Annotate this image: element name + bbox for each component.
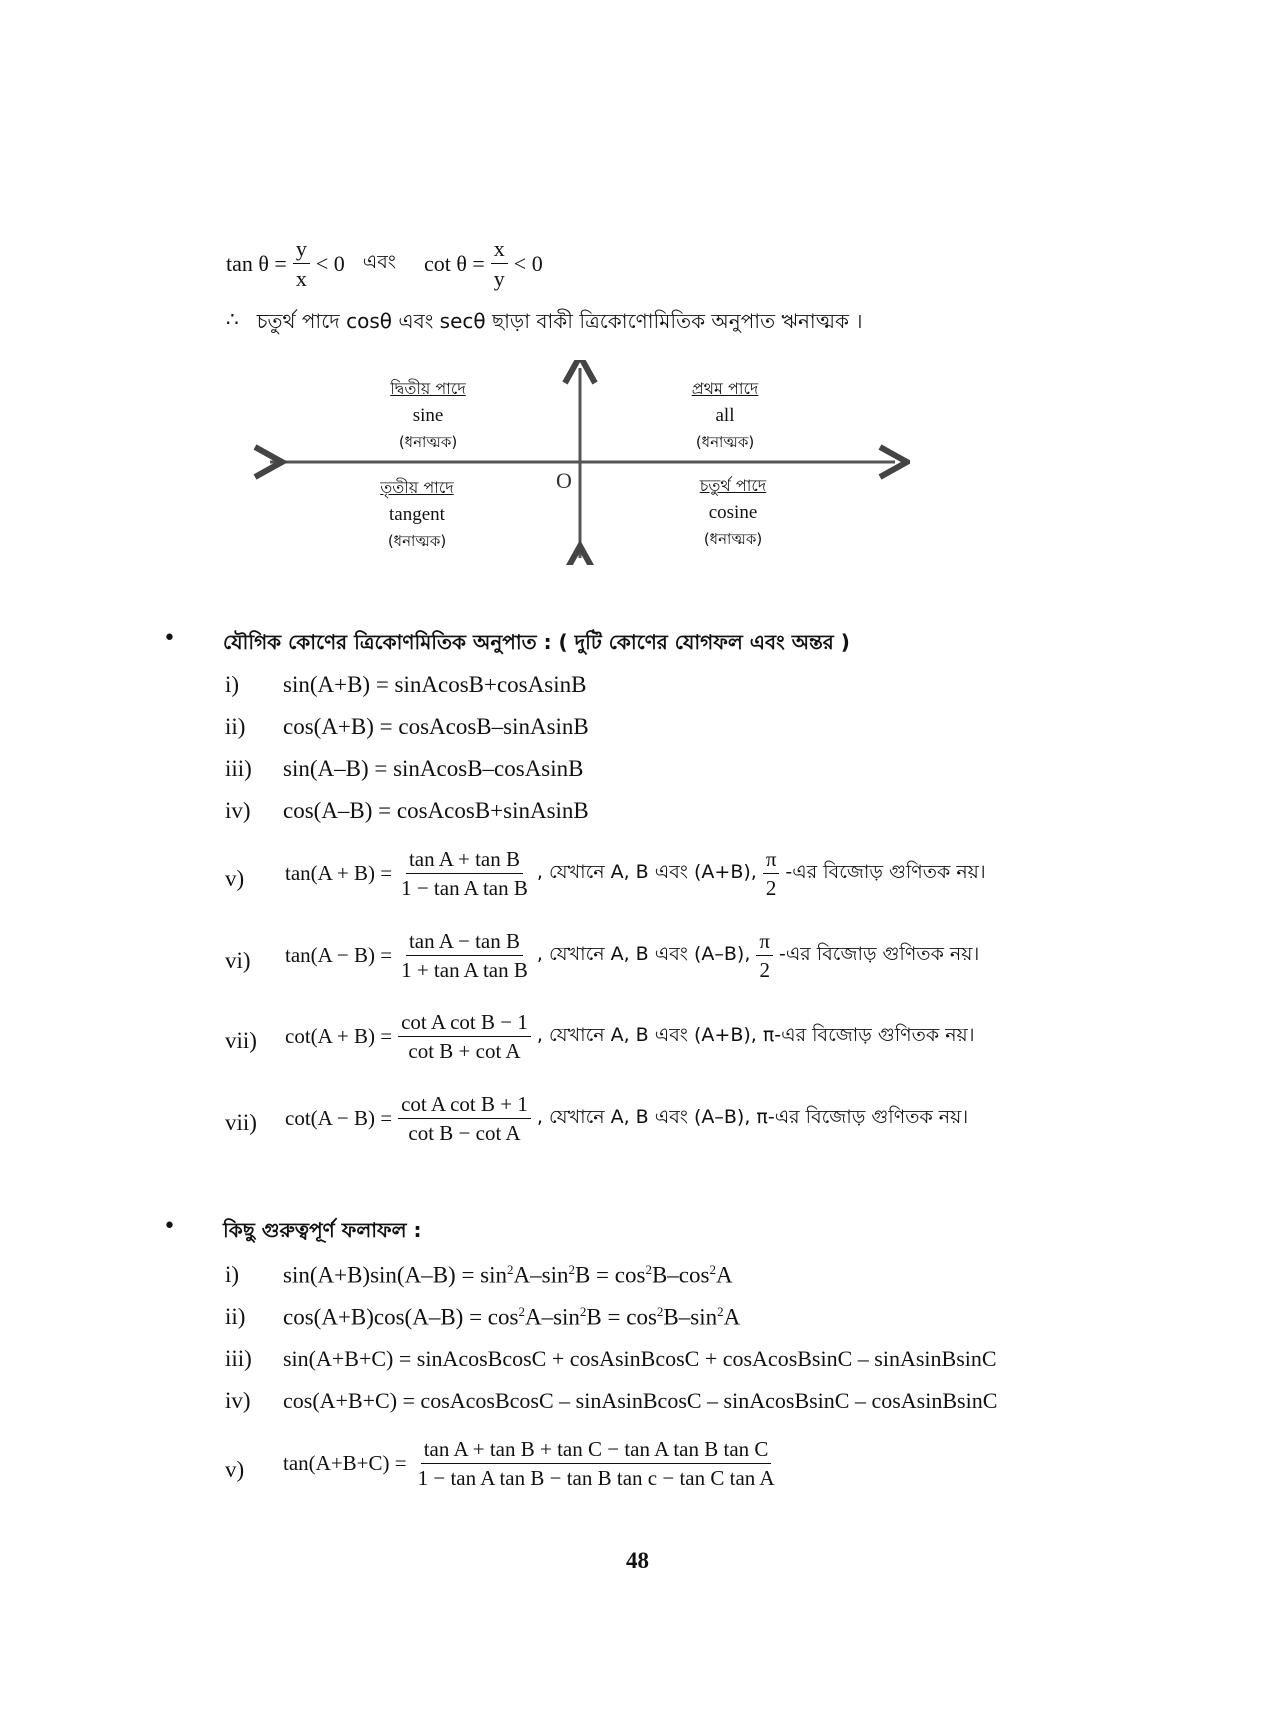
formula-tail: -এর বিজোড় গুণিতক নয়। bbox=[785, 860, 986, 883]
formula-condition: , যেখানে A, B এবং (A–B), π-এর বিজোড় গুণিতক নয়। bbox=[536, 1105, 969, 1128]
quadrant-1-label bbox=[655, 375, 795, 456]
item-label: iv) bbox=[225, 1388, 251, 1413]
item-formula: sin(A+B) = sinAcosB+cosAsinB bbox=[283, 672, 587, 697]
formula-lhs: tan(A − B) = bbox=[285, 943, 393, 968]
conclusion-text: চতুর্থ পাদে cosθ এবং secθ ছাড়া বাকী ত্রিকোণোমিতিক অনুপাত ঋনাত্মক । bbox=[256, 309, 863, 333]
item-formula: sin(A+B+C) = sinAcosBcosC + cosAsinBcosC + cosAcosBsinC – sinAsinBsinC bbox=[283, 1346, 997, 1371]
cot-fraction: $\frac{x}{y}$ bbox=[491, 236, 508, 292]
q1-function: all bbox=[715, 405, 735, 426]
item-label: ii) bbox=[225, 1304, 246, 1329]
pi-fraction: $\frac{\pi}{2}$ bbox=[763, 847, 780, 900]
formula-condition: , যেখানে A, B এবং (A+B), bbox=[536, 860, 757, 883]
formula-lhs: cot(A + B) = bbox=[285, 1024, 393, 1049]
formula-lhs: tan(A+B+C) = bbox=[283, 1451, 407, 1476]
tan-lhs: tan θ = bbox=[226, 250, 287, 276]
item-label: vii) bbox=[225, 1028, 257, 1053]
item-formula bbox=[285, 1010, 975, 1063]
item-label: v) bbox=[225, 1457, 245, 1482]
conclusion-line bbox=[226, 307, 862, 340]
formula-tail: -এর বিজোড় গুণিতক নয়। bbox=[779, 942, 980, 965]
q4-function: cosine bbox=[708, 502, 758, 523]
item-label: iii) bbox=[225, 756, 252, 781]
q2-title: দ্বিতীয় পাদে bbox=[390, 379, 466, 398]
intro-equation bbox=[226, 236, 543, 292]
and-word: এবং bbox=[362, 250, 396, 273]
q4-sign: (ধনাত্মক) bbox=[703, 530, 763, 548]
item-formula: $\sin(A+B)\sin(A-B) = \sin^2A-\sin^2B = \cos^2B-\cos^2A$ bbox=[283, 1262, 733, 1288]
q3-title: তৃতীয় পাদে bbox=[380, 478, 454, 497]
item-formula: sin(A–B) = sinAcosB–cosAsinB bbox=[283, 756, 584, 781]
cot-lhs: cot θ = bbox=[423, 250, 485, 276]
section2-bullet: • bbox=[163, 1214, 176, 1239]
item-formula: cos(A+B) = cosAcosB–sinAsinB bbox=[283, 714, 589, 739]
pi-fraction: $\frac{\pi}{2}$ bbox=[756, 929, 773, 982]
q2-function: sine bbox=[412, 405, 444, 426]
tan-fraction: $\frac{y}{x}$ bbox=[293, 236, 310, 292]
item-label: i) bbox=[225, 1262, 240, 1287]
section1-bullet: • bbox=[163, 626, 176, 651]
formula-fraction: $\frac{\text{tan A + tan B}}{\text{1 − tan A tan B}}$ bbox=[401, 847, 528, 901]
formula-fraction: $\frac{\text{tan A − tan B}}{\text{1 + tan A tan B}}$ bbox=[401, 929, 528, 983]
q1-sign: (ধনাত্মক) bbox=[695, 433, 755, 451]
section1-heading: যৌগিক কোণের ত্রিকোণমিতিক অনুপাত : ( দুটি কোণের যোগফল এবং অন্তর ) bbox=[223, 630, 850, 654]
formula-fraction: $\frac{\text{cot A cot B + 1}}{\text{cot B − cot A}}$ bbox=[398, 1092, 531, 1145]
item-label: ii) bbox=[225, 714, 246, 739]
formula-lhs: tan(A + B) = bbox=[285, 861, 393, 886]
item-formula: $\cos(A+B)\cos(A-B) = \cos^2A-\sin^2B = \cos^2B-\sin^2A$ bbox=[283, 1304, 741, 1330]
quadrant-2-label bbox=[358, 375, 498, 456]
formula-fraction: $\frac{\text{tan A + tan B + tan C − tan A tan B tan C}}{\text{1 − tan A tan B − tan B tan c − tan C tan A}}$ bbox=[417, 1437, 775, 1491]
q3-function: tangent bbox=[389, 504, 445, 525]
formula-fraction: $\frac{\text{cot A cot B − 1}}{\text{cot B + cot A}}$ bbox=[398, 1010, 531, 1063]
item-formula bbox=[283, 1437, 778, 1490]
formula-condition: , যেখানে A, B এবং (A–B), bbox=[536, 942, 751, 965]
section2-heading: কিছু গুরুত্বপূর্ণ ফলাফল : bbox=[223, 1218, 422, 1242]
item-formula bbox=[285, 847, 986, 900]
item-label: v) bbox=[225, 866, 245, 891]
item-label: iv) bbox=[225, 798, 251, 823]
item-label: vii) bbox=[225, 1110, 257, 1135]
tan-rhs: < 0 bbox=[315, 250, 345, 276]
item-formula: cos(A–B) = cosAcosB+sinAsinB bbox=[283, 798, 589, 823]
item-label: i) bbox=[225, 672, 240, 697]
formula-lhs: cot(A − B) = bbox=[285, 1106, 393, 1131]
q4-title: চতুর্থ পাদে bbox=[699, 476, 767, 495]
q1-title: প্রথম পাদে bbox=[691, 379, 759, 398]
formula-condition: , যেখানে A, B এবং (A+B), π-এর বিজোড় গুণিতক নয়। bbox=[536, 1023, 975, 1046]
item-formula: cos(A+B+C) = cosAcosBcosC – sinAsinBcosC – sinAcosBsinC – cosAsinBsinC bbox=[283, 1388, 998, 1413]
origin-label: O bbox=[556, 468, 572, 493]
quadrant-4-label bbox=[663, 472, 803, 553]
q2-sign: (ধনাত্মক) bbox=[398, 433, 458, 451]
item-formula bbox=[285, 929, 979, 982]
item-label: vi) bbox=[225, 948, 251, 973]
cot-rhs: < 0 bbox=[513, 250, 543, 276]
page-number: 48 bbox=[626, 1548, 649, 1573]
q3-sign: (ধনাত্মক) bbox=[387, 532, 447, 550]
item-formula bbox=[285, 1092, 968, 1145]
item-label: iii) bbox=[225, 1346, 252, 1371]
therefore-symbol: ∴ bbox=[226, 309, 239, 331]
quadrant-3-label bbox=[347, 474, 487, 555]
